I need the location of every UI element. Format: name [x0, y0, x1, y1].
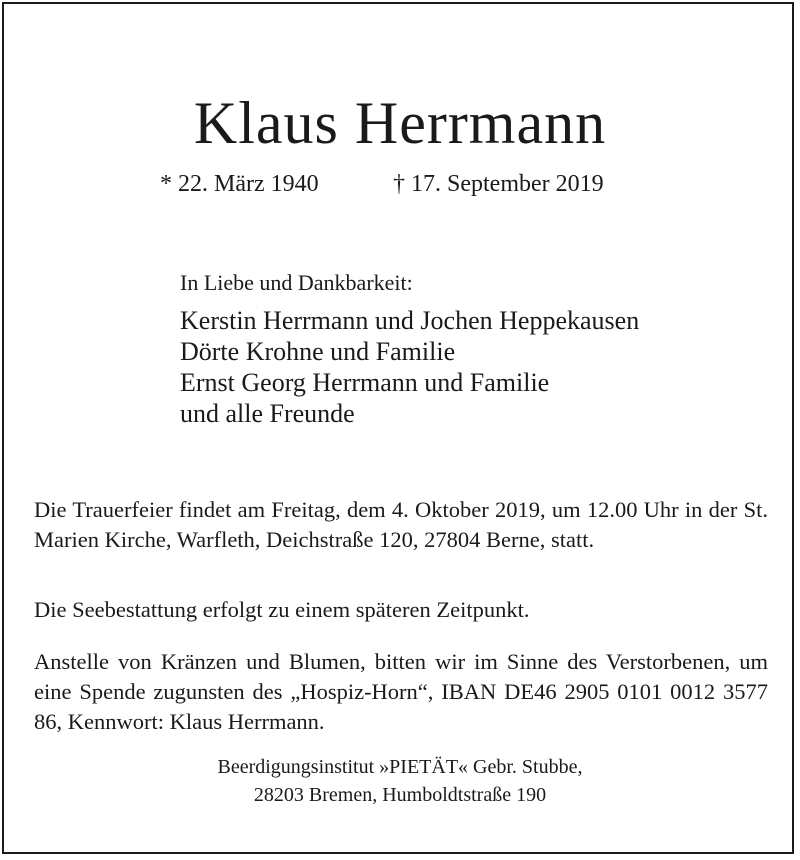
funeral-service-paragraph: Die Trauerfeier findet am Freitag, dem 4. Oktober 2019, um 12.00 Uhr in der St. Marien Kirche, Warfleth, Deichstraße 120, 27804 Berne, statt. — [34, 497, 768, 552]
deceased-name: Klaus Herrmann — [193, 90, 607, 156]
birth-date: * 22. März 1940 — [160, 171, 319, 197]
mourner-line: Kerstin Herrmann und Jochen Heppekausen — [180, 306, 640, 335]
donation-paragraph: Anstelle von Kränzen und Blumen, bitten wir im Sinne des Verstorbenen, um eine Spende zugunsten des „Hospiz-Horn“, IBAN DE46 2905 0101 0012 3577 86, Kennwort: Klaus Herrmann. — [34, 649, 768, 734]
mourner-line: Ernst Georg Herrmann und Familie — [180, 368, 550, 397]
funeral-home-name: Beerdigungsinstitut »PIETÄT« Gebr. Stubbe, — [217, 756, 583, 778]
funeral-home-info — [0, 753, 800, 809]
dedication-line: In Liebe und Dankbarkeit: — [180, 270, 413, 295]
death-date: † 17. September 2019 — [393, 171, 604, 197]
mourners-list — [180, 305, 639, 429]
mourner-line: und alle Freunde — [180, 399, 355, 428]
sea-burial-paragraph: Die Seebestattung erfolgt zu einem späteren Zeitpunkt. — [34, 597, 530, 622]
funeral-home-address: 28203 Bremen, Humboldtstraße 190 — [253, 784, 547, 806]
mourner-line: Dörte Krohne und Familie — [180, 337, 456, 366]
